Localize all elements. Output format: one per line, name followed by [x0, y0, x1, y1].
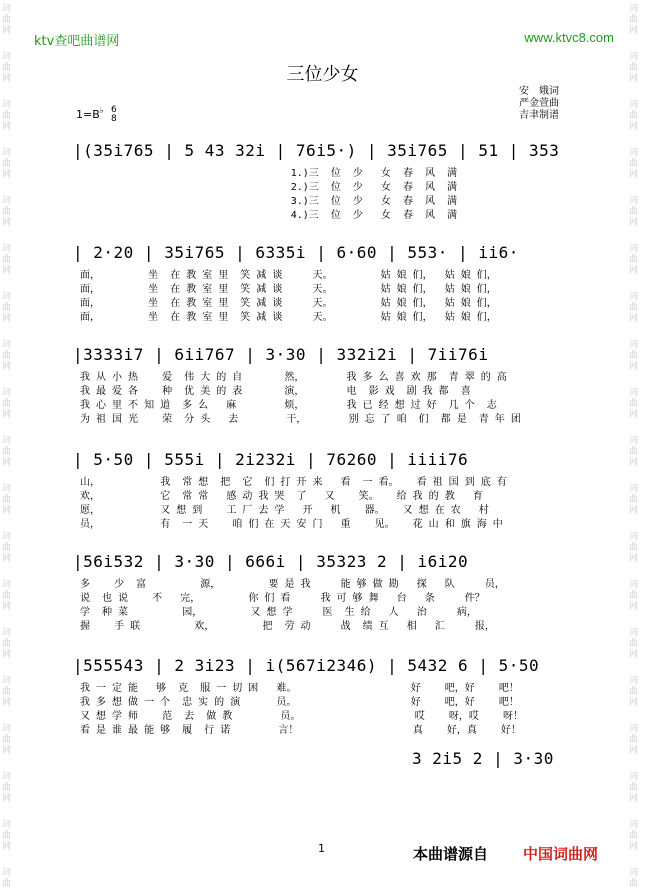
watermark-char: 网: [629, 74, 639, 84]
watermark-char: 曲: [2, 159, 12, 169]
watermark-char: 词: [2, 628, 12, 638]
watermark-char: 网: [629, 554, 639, 564]
watermark-char: 曲: [629, 735, 639, 745]
watermark-char: 词: [2, 244, 12, 254]
watermark-char: 词: [629, 292, 639, 302]
watermark-char: 曲: [629, 783, 639, 793]
watermark-char: 网: [2, 746, 12, 756]
key-label: 1=B: [76, 108, 100, 121]
watermark-char: 网: [629, 314, 639, 324]
watermark-char: 词: [629, 580, 639, 590]
watermark-char: 词: [2, 868, 12, 878]
watermark-char: 曲: [2, 783, 12, 793]
lyric-line: 我 多 想 做 一 个 忠 实 的 演 员。 好 吧，好 吧！: [80, 697, 519, 708]
lyric-line: 看 是 谁 最 能 够 履 行 诺 言！ 真 好，真 好！: [80, 725, 521, 736]
watermark-char: 词: [2, 436, 12, 446]
watermark-char: 词: [629, 772, 639, 782]
watermark-char: 曲: [2, 63, 12, 73]
watermark-char: 曲: [629, 159, 639, 169]
watermark-char: 网: [629, 266, 639, 276]
watermark-char: 网: [629, 602, 639, 612]
watermark-char: 曲: [2, 495, 12, 505]
time-signature: [111, 106, 117, 124]
lyric-line: 说 也 说 不 完， 你 们 看 我 可 够 舞 台 条 件？: [80, 593, 485, 604]
notation-line: | 2·20 | 35i765 | 6335i | 6·60 | 553· | ii6·: [73, 243, 519, 262]
watermark-char: 网: [2, 26, 12, 36]
watermark-char: 网: [2, 314, 12, 324]
page-number: 1: [318, 842, 325, 855]
lyric-line: 面， 坐 在 教 室 里 笑 减 谈 天。 姑 娘 们， 姑 娘 们，: [80, 270, 497, 281]
lyric-line: 山， 我 常 想 把 它 们 打 开 来 看 一 看。 看 祖 国 到 底 有: [80, 477, 507, 488]
watermark-char: 网: [2, 410, 12, 420]
watermark-char: 网: [629, 650, 639, 660]
notation-line: |555543 | 2 3i23 | i(567i2346) | 5432 6 | 5·50: [73, 656, 540, 675]
lyric-line: 我 一 定 能 够 克 服 一 切 困 难。 好 吧，好 吧！: [80, 683, 519, 694]
watermark-char: 网: [2, 698, 12, 708]
watermark-char: 曲: [629, 15, 639, 25]
watermark-char: 曲: [2, 447, 12, 457]
watermark-char: 网: [2, 794, 12, 804]
notation-line: |(35i765 | 5 43 32i | 76i5·) | 35i765 | 51 | 353: [73, 141, 560, 160]
watermark-char: 词: [2, 724, 12, 734]
source-site: 中国词曲网: [523, 845, 599, 863]
watermark-char: 曲: [2, 111, 12, 121]
watermark-char: 曲: [629, 639, 639, 649]
watermark-char: 曲: [629, 543, 639, 553]
lyric-line: 多 少 富 源， 要 是 我 能 够 做 勘 探 队 员，: [80, 579, 505, 590]
watermark-char: 词: [2, 4, 12, 14]
watermark-char: 网: [629, 170, 639, 180]
watermark-char: 网: [629, 410, 639, 420]
watermark-char: 曲: [2, 399, 12, 409]
watermark-char: 词: [2, 580, 12, 590]
flat-symbol: ♭: [99, 106, 104, 115]
watermark-char: 曲: [629, 687, 639, 697]
lyric-line: 3.)三 位 少 女 春 风 满: [80, 196, 458, 207]
watermark-char: 网: [629, 218, 639, 228]
watermark-char: 网: [2, 506, 12, 516]
watermark-char: 曲: [629, 351, 639, 361]
lyric-line: 欢， 它 常 常 感 动 我 哭 了 又 笑。 给 我 的 教 育: [80, 491, 483, 502]
lyric-line: 面， 坐 在 教 室 里 笑 减 谈 天。 姑 娘 们， 姑 娘 们，: [80, 312, 497, 323]
time-top: 6: [111, 105, 117, 115]
watermark-char: 词: [2, 100, 12, 110]
watermark-char: 网: [2, 362, 12, 372]
watermark-char: 曲: [629, 111, 639, 121]
watermark-char: 词: [629, 340, 639, 350]
lyric-line: 我 最 爱 各 种 优 美 的 表 演， 电 影 戏 剧 我 都 喜: [80, 386, 471, 397]
watermark-char: 词: [629, 52, 639, 62]
watermark-char: 词: [2, 52, 12, 62]
watermark-char: 曲: [629, 495, 639, 505]
watermark-char: 词: [2, 340, 12, 350]
notation-line: |56i532 | 3·30 | 666i | 35323 2 | i6i20: [73, 552, 469, 571]
watermark-char: 词: [629, 244, 639, 254]
watermark-char: 网: [2, 842, 12, 852]
watermark-char: 网: [629, 746, 639, 756]
watermark-char: 词: [2, 292, 12, 302]
watermark-char: 曲: [2, 351, 12, 361]
watermark-char: 词: [629, 436, 639, 446]
source-label: 本曲谱源自: [413, 845, 489, 863]
watermark-char: 网: [629, 458, 639, 468]
site-name-left: ktv查吧曲谱网: [34, 34, 120, 49]
watermark-char: 网: [629, 26, 639, 36]
notation-line: | 5·50 | 555i | 2i232i | 76260 | iiii76: [73, 450, 469, 469]
watermark-char: 曲: [629, 303, 639, 313]
watermark-char: 网: [629, 122, 639, 132]
watermark-char: 网: [629, 362, 639, 372]
watermark-char: 曲: [629, 255, 639, 265]
lyric-line: 面， 坐 在 教 室 里 笑 减 谈 天。 姑 娘 们， 姑 娘 们，: [80, 298, 497, 309]
watermark-char: 词: [629, 532, 639, 542]
watermark-char: 曲: [2, 831, 12, 841]
transcriber: 吉聿制谱: [519, 110, 559, 121]
watermark-char: 曲: [2, 207, 12, 217]
watermark-char: 网: [2, 458, 12, 468]
watermark-char: 网: [2, 650, 12, 660]
watermark-char: 曲: [629, 591, 639, 601]
watermark-char: 网: [2, 266, 12, 276]
watermark-char: 曲: [2, 591, 12, 601]
lyric-line: 愿， 又 想 到 工 厂 去 学 开 机 器。 又 想 在 农 村: [80, 505, 489, 516]
lyric-line: 2.)三 位 少 女 春 风 满: [80, 182, 458, 193]
watermark-char: 网: [2, 74, 12, 84]
watermark-char: 网: [2, 602, 12, 612]
watermark-char: 词: [629, 676, 639, 686]
watermark-char: 网: [2, 554, 12, 564]
lyricist: 安 娥词: [519, 86, 559, 97]
watermark-char: 词: [2, 820, 12, 830]
notation-line: |3333i7 | 6ii767 | 3·30 | 332i2i | 7ii76i: [73, 345, 489, 364]
lyric-line: 学 种 菜 园， 又 想 学 医 生 给 人 治 病，: [80, 607, 477, 618]
watermark-char: 曲: [2, 303, 12, 313]
site-url-right: www.ktvc8.com: [524, 30, 614, 45]
watermark-right: [629, 0, 643, 891]
watermark-char: 曲: [629, 879, 639, 889]
time-bottom: 8: [111, 114, 117, 124]
lyric-line: 为 祖 国 光 荣 分 头 去 干， 别 忘 了 咱 们 都 是 青 年 团: [80, 414, 521, 425]
lyric-line: 面， 坐 在 教 室 里 笑 减 谈 天。 姑 娘 们， 姑 娘 们，: [80, 284, 497, 295]
watermark-char: 曲: [2, 255, 12, 265]
notation-line: 3 2i5 2 | 3·30: [412, 749, 554, 768]
watermark-char: 词: [629, 484, 639, 494]
watermark-char: 曲: [2, 879, 12, 889]
watermark-char: 曲: [629, 831, 639, 841]
lyric-line: 1.)三 位 少 女 春 风 满: [80, 168, 458, 179]
watermark-char: 曲: [629, 63, 639, 73]
watermark-char: 词: [2, 676, 12, 686]
watermark-char: 词: [629, 868, 639, 878]
watermark-char: 曲: [2, 543, 12, 553]
watermark-char: 词: [2, 772, 12, 782]
watermark-char: 曲: [629, 399, 639, 409]
watermark-char: 曲: [2, 15, 12, 25]
lyric-line: 又 想 学 师 范 去 做 教 员。 哎 呀，哎 呀！: [80, 711, 523, 722]
watermark-char: 词: [629, 388, 639, 398]
watermark-char: 曲: [629, 207, 639, 217]
watermark-char: 网: [629, 842, 639, 852]
watermark-char: 曲: [2, 639, 12, 649]
watermark-char: 网: [2, 122, 12, 132]
watermark-char: 词: [629, 100, 639, 110]
watermark-char: 词: [629, 148, 639, 158]
watermark-char: 词: [629, 820, 639, 830]
lyric-line: 我 从 小 热 爱 伟 大 的 自 然， 我 多 么 喜 欢 那 青 翠 的 高: [80, 372, 507, 383]
watermark-char: 曲: [2, 735, 12, 745]
watermark-char: 词: [629, 724, 639, 734]
watermark-char: 网: [629, 698, 639, 708]
lyric-line: 员， 有 一 天 咱 们 在 天 安 门 重 见。 花 山 和 旗 海 中: [80, 519, 503, 530]
lyric-line: 我 心 里 不 知 道 多 么 麻 烦， 我 已 经 想 过 好 几 个 志: [80, 400, 497, 411]
watermark-char: 词: [629, 196, 639, 206]
watermark-char: 词: [2, 532, 12, 542]
watermark-left: [2, 0, 16, 891]
lyric-line: 握 手 联 欢， 把 劳 动 战 绩 互 相 汇 报，: [80, 621, 495, 632]
watermark-char: 词: [2, 148, 12, 158]
watermark-char: 曲: [2, 687, 12, 697]
song-title: 三位少女: [286, 64, 359, 85]
watermark-char: 曲: [629, 447, 639, 457]
watermark-char: 词: [2, 196, 12, 206]
watermark-char: 网: [2, 218, 12, 228]
watermark-char: 网: [629, 506, 639, 516]
lyric-line: 4.)三 位 少 女 春 风 满: [80, 210, 458, 221]
watermark-char: 词: [629, 4, 639, 14]
song-credits: [519, 86, 559, 122]
watermark-char: 词: [629, 628, 639, 638]
watermark-char: 词: [2, 388, 12, 398]
watermark-char: 网: [2, 170, 12, 180]
key-signature: [76, 106, 117, 124]
watermark-char: 词: [2, 484, 12, 494]
watermark-char: 网: [629, 794, 639, 804]
composer: 严金萱曲: [519, 98, 559, 109]
